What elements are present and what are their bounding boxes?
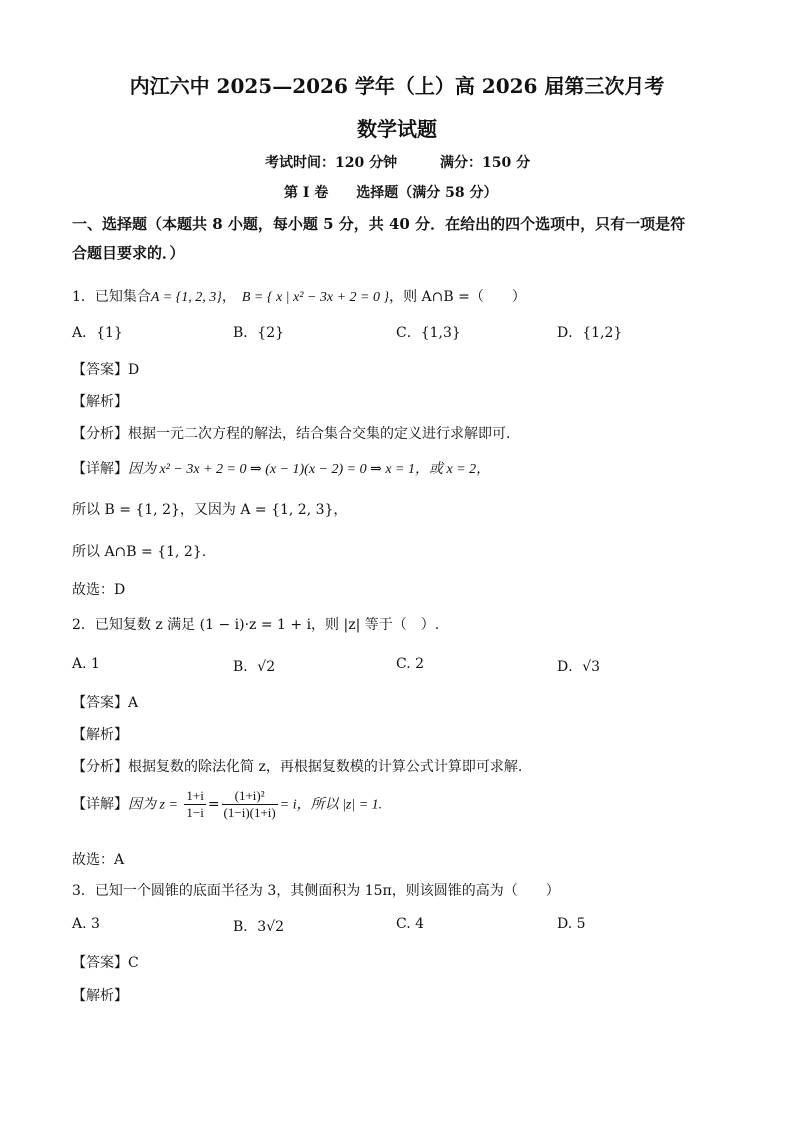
q1-detail-text: 因为 x² − 3x + 2 = 0 ⇒ (x − 1)(x − 2) = 0 ⇒ x = 1，或 x = 2， <box>128 462 491 477</box>
q1-detail-label: 【详解】 <box>72 461 128 477</box>
q2-detail-post: = i，所以 |z| = 1. <box>279 797 383 813</box>
q2-answer-label: 【答案】 <box>72 695 128 711</box>
q3-answer-label: 【答案】 <box>72 955 128 971</box>
q1-fenxi <box>72 423 510 443</box>
q2-fenxi-label: 【分析】 <box>72 759 128 775</box>
q1-option-c: C．{1,3} <box>396 325 461 341</box>
question-1-stem <box>72 286 526 306</box>
q1-option-b: B．{2} <box>233 325 285 341</box>
q2-option-c: C. 2 <box>396 656 425 672</box>
q1-choice: 故选：D <box>72 582 126 598</box>
q1-set-a: A = {1, 2, 3} <box>150 290 222 305</box>
q2-detail <box>72 788 382 821</box>
q2-frac1-numerator: 1+i <box>186 788 204 803</box>
section-heading-line2: 合题目要求的．） <box>72 244 185 262</box>
exam-title: 内江六中 2025—2026 学年（上）高 2026 届第三次月考 <box>129 74 665 98</box>
q2-analysis-label: 【解析】 <box>72 727 128 743</box>
q1-analysis-label: 【解析】 <box>72 394 128 410</box>
q3-option-d: D. 5 <box>557 916 586 932</box>
q3-answer <box>72 952 139 972</box>
q2-frac2-denominator: (1−i)(1+i) <box>223 805 276 820</box>
q2-option-a: A. 1 <box>72 656 100 672</box>
section-heading-line1: 一、选择题（本题共 8 小题，每小题 5 分，共 40 分．在给出的四个选项中，只有一项是符 <box>72 215 686 233</box>
exam-subject: 数学试题 <box>357 117 437 141</box>
question-2-stem: 2．已知复数 z 满足 (1 − i)·z = 1 + i，则 |z| 等于（ ）. <box>72 617 440 633</box>
exam-time: 考试时间：120 分钟 <box>265 155 398 171</box>
q2-fenxi <box>72 756 522 776</box>
q2-answer-value: A <box>128 695 139 711</box>
q1-line-ab: 所以 A∩B = {1, 2}. <box>72 544 207 560</box>
q1-answer <box>72 359 139 379</box>
q3-analysis-label: 【解析】 <box>72 988 128 1004</box>
q1-fenxi-label: 【分析】 <box>72 426 128 442</box>
q2-fenxi-text: 根据复数的除法化简 z，再根据复数模的计算公式计算即可求解. <box>128 759 523 775</box>
question-3-stem: 3．已知一个圆锥的底面半径为 3，其侧面积为 15π，则该圆锥的高为（ ） <box>72 883 560 899</box>
q3-option-a: A. 3 <box>72 916 100 932</box>
q3-option-b: B．3√2 <box>233 919 285 935</box>
q2-fraction-1 <box>184 788 205 821</box>
part-heading: 第 I 卷 选择题（满分 58 分） <box>284 185 498 201</box>
q1-detail <box>72 458 490 478</box>
q1-set-b: B = { x | x² − 3x + 2 = 0 } <box>241 290 390 305</box>
q2-choice: 故选：A <box>72 852 125 868</box>
q2-frac2-numerator: (1+i)² <box>222 788 278 805</box>
q2-detail-label: 【详解】 <box>72 796 128 813</box>
exam-score: 满分：150 分 <box>440 155 531 171</box>
q2-option-d: D．√3 <box>557 659 601 675</box>
q1-prefix: 1．已知集合 <box>72 289 151 305</box>
q2-detail-pre: 因为 z = <box>128 797 178 813</box>
q2-fraction-2 <box>222 788 278 821</box>
q1-fenxi-text: 根据一元二次方程的解法，结合集合交集的定义进行求解即可. <box>128 426 511 442</box>
q1-answer-label: 【答案】 <box>72 362 128 378</box>
q2-equals: = <box>207 796 220 813</box>
q2-frac1-denominator: 1−i <box>186 805 204 820</box>
q1-tail: ，则 A∩B =（ ） <box>389 289 526 305</box>
q1-answer-value: D <box>128 362 140 378</box>
q2-option-b: B．√2 <box>233 659 276 675</box>
q1-option-d: D．{1,2} <box>557 325 623 341</box>
q3-answer-value: C <box>128 955 139 971</box>
q1-option-a: A．{1} <box>72 325 123 341</box>
q3-option-c: C. 4 <box>396 916 425 932</box>
q1-sep: ， <box>221 289 236 305</box>
q2-answer <box>72 692 138 712</box>
q1-line-b: 所以 B = {1, 2}，又因为 A = {1, 2, 3}， <box>72 502 348 518</box>
